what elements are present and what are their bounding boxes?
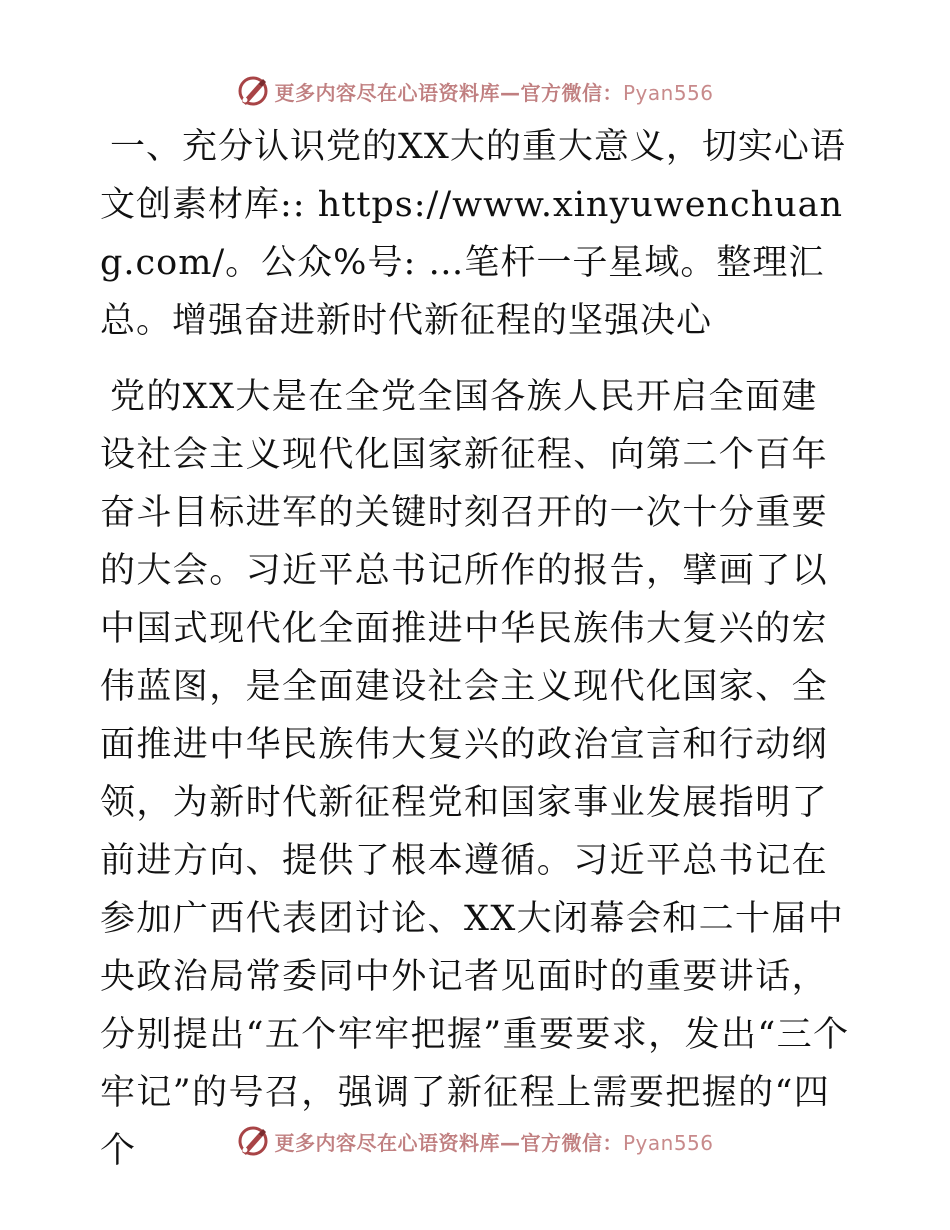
header-watermark-banner — [0, 71, 950, 111]
banner-text — [274, 77, 713, 106]
wechat-id: Pyan556 — [622, 1130, 714, 1155]
body-paragraph: 党的XX大是在全党全国各族人民开启全面建设社会主义现代化国家新征程、向第二个百年奋斗目标进军的关键时刻召开的一次十分重要的大会。习近平总书记所作的报告，擘画了以中国式现代化全面推进中华民族伟大复兴的宏伟蓝图，是全面建设社会主义现代化国家、全面推进中华民族伟大复兴的政治宣言和行动纲领，为新时代新征程党和国家事业发展指明了前进方向、提供了根本遵循。习近平总书记在参加广西代表团讨论、XX大闭幕会和二十届中央政治局常委同中外记者见面时的重要讲话，分别提出“五个牢牢把握”重要要求，发出“三个牢记”的号召，强调了新征程上需要把握的“四个 — [100, 377, 850, 1171]
wechat-id: Pyan556 — [622, 80, 714, 105]
pen-logo-icon — [236, 1124, 270, 1158]
banner-text — [274, 1127, 713, 1156]
banner-label: 更多内容尽在心语资料库—官方微信： — [274, 1130, 623, 1155]
banner-label: 更多内容尽在心语资料库—官方微信： — [274, 80, 623, 105]
section-heading: 一、充分认识党的XX大的重大意义，切实心语文创素材库:: https://www.xinyuwenchuang.com/。公众%号: …笔杆一子星域。整理汇总。增强奋进新时代新征程的坚强决心 — [100, 127, 846, 341]
pen-logo-icon — [236, 74, 270, 108]
footer-watermark-banner — [0, 1121, 950, 1161]
